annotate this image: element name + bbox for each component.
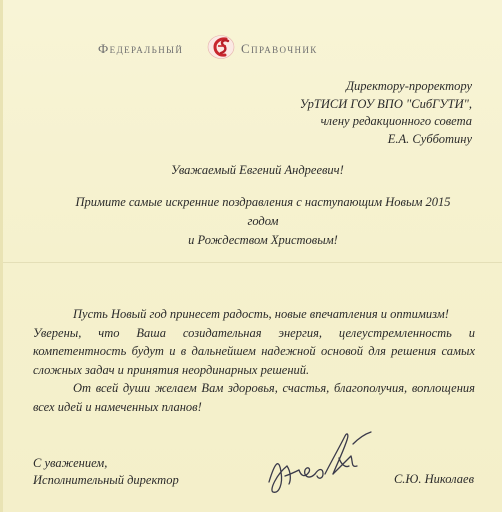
- body-paragraph-1: Пусть Новый год принесет радость, новые впечатления и оптимизм!: [73, 307, 449, 321]
- brand-name-left: Федеральный: [98, 41, 184, 56]
- recipient-role: члену редакционного совета: [320, 114, 472, 128]
- recipient-block: [300, 78, 472, 148]
- greeting-line: Уважаемый Евгений Андреевич!: [171, 163, 344, 177]
- recipient-organization: УрТИСИ ГОУ ВПО "СибГУТИ",: [299, 96, 472, 111]
- body-paragraph-2: Уверены, что Ваша созидательная энергия, целеустремленность и компетентность будут и в дальнейшем надежной основой для решения самых сложных задач и принятия неординарных решений.: [33, 325, 475, 377]
- recipient-name: Е.А. Субботину: [387, 131, 472, 146]
- letterhead: [98, 34, 398, 60]
- closing-salutation: С уважением,: [33, 456, 108, 470]
- paper-fold-line: [3, 262, 502, 263]
- signer-title: Исполнительный директор: [33, 473, 179, 487]
- recipient-position: Директору-проректору: [346, 79, 472, 93]
- congratulations-line-1: Примите самые искренние поздравления с наступающим Новым 2015 годом: [75, 195, 451, 228]
- congratulations-block: [63, 193, 463, 250]
- letter-body: [33, 305, 475, 416]
- body-paragraph-3: От всей души желаем Вам здоровья, счастья, благополучия, воплощения всех идей и намеченных планов!: [33, 381, 475, 414]
- handwritten-signature-icon: [261, 422, 381, 502]
- closing-block: [33, 455, 179, 489]
- brand-name-right: Справочник: [241, 41, 318, 56]
- signer-name: С.Ю. Николаев: [393, 472, 474, 486]
- fs-monogram-icon: [206, 34, 236, 60]
- congratulations-line-2: и Рождеством Христовым!: [188, 233, 338, 247]
